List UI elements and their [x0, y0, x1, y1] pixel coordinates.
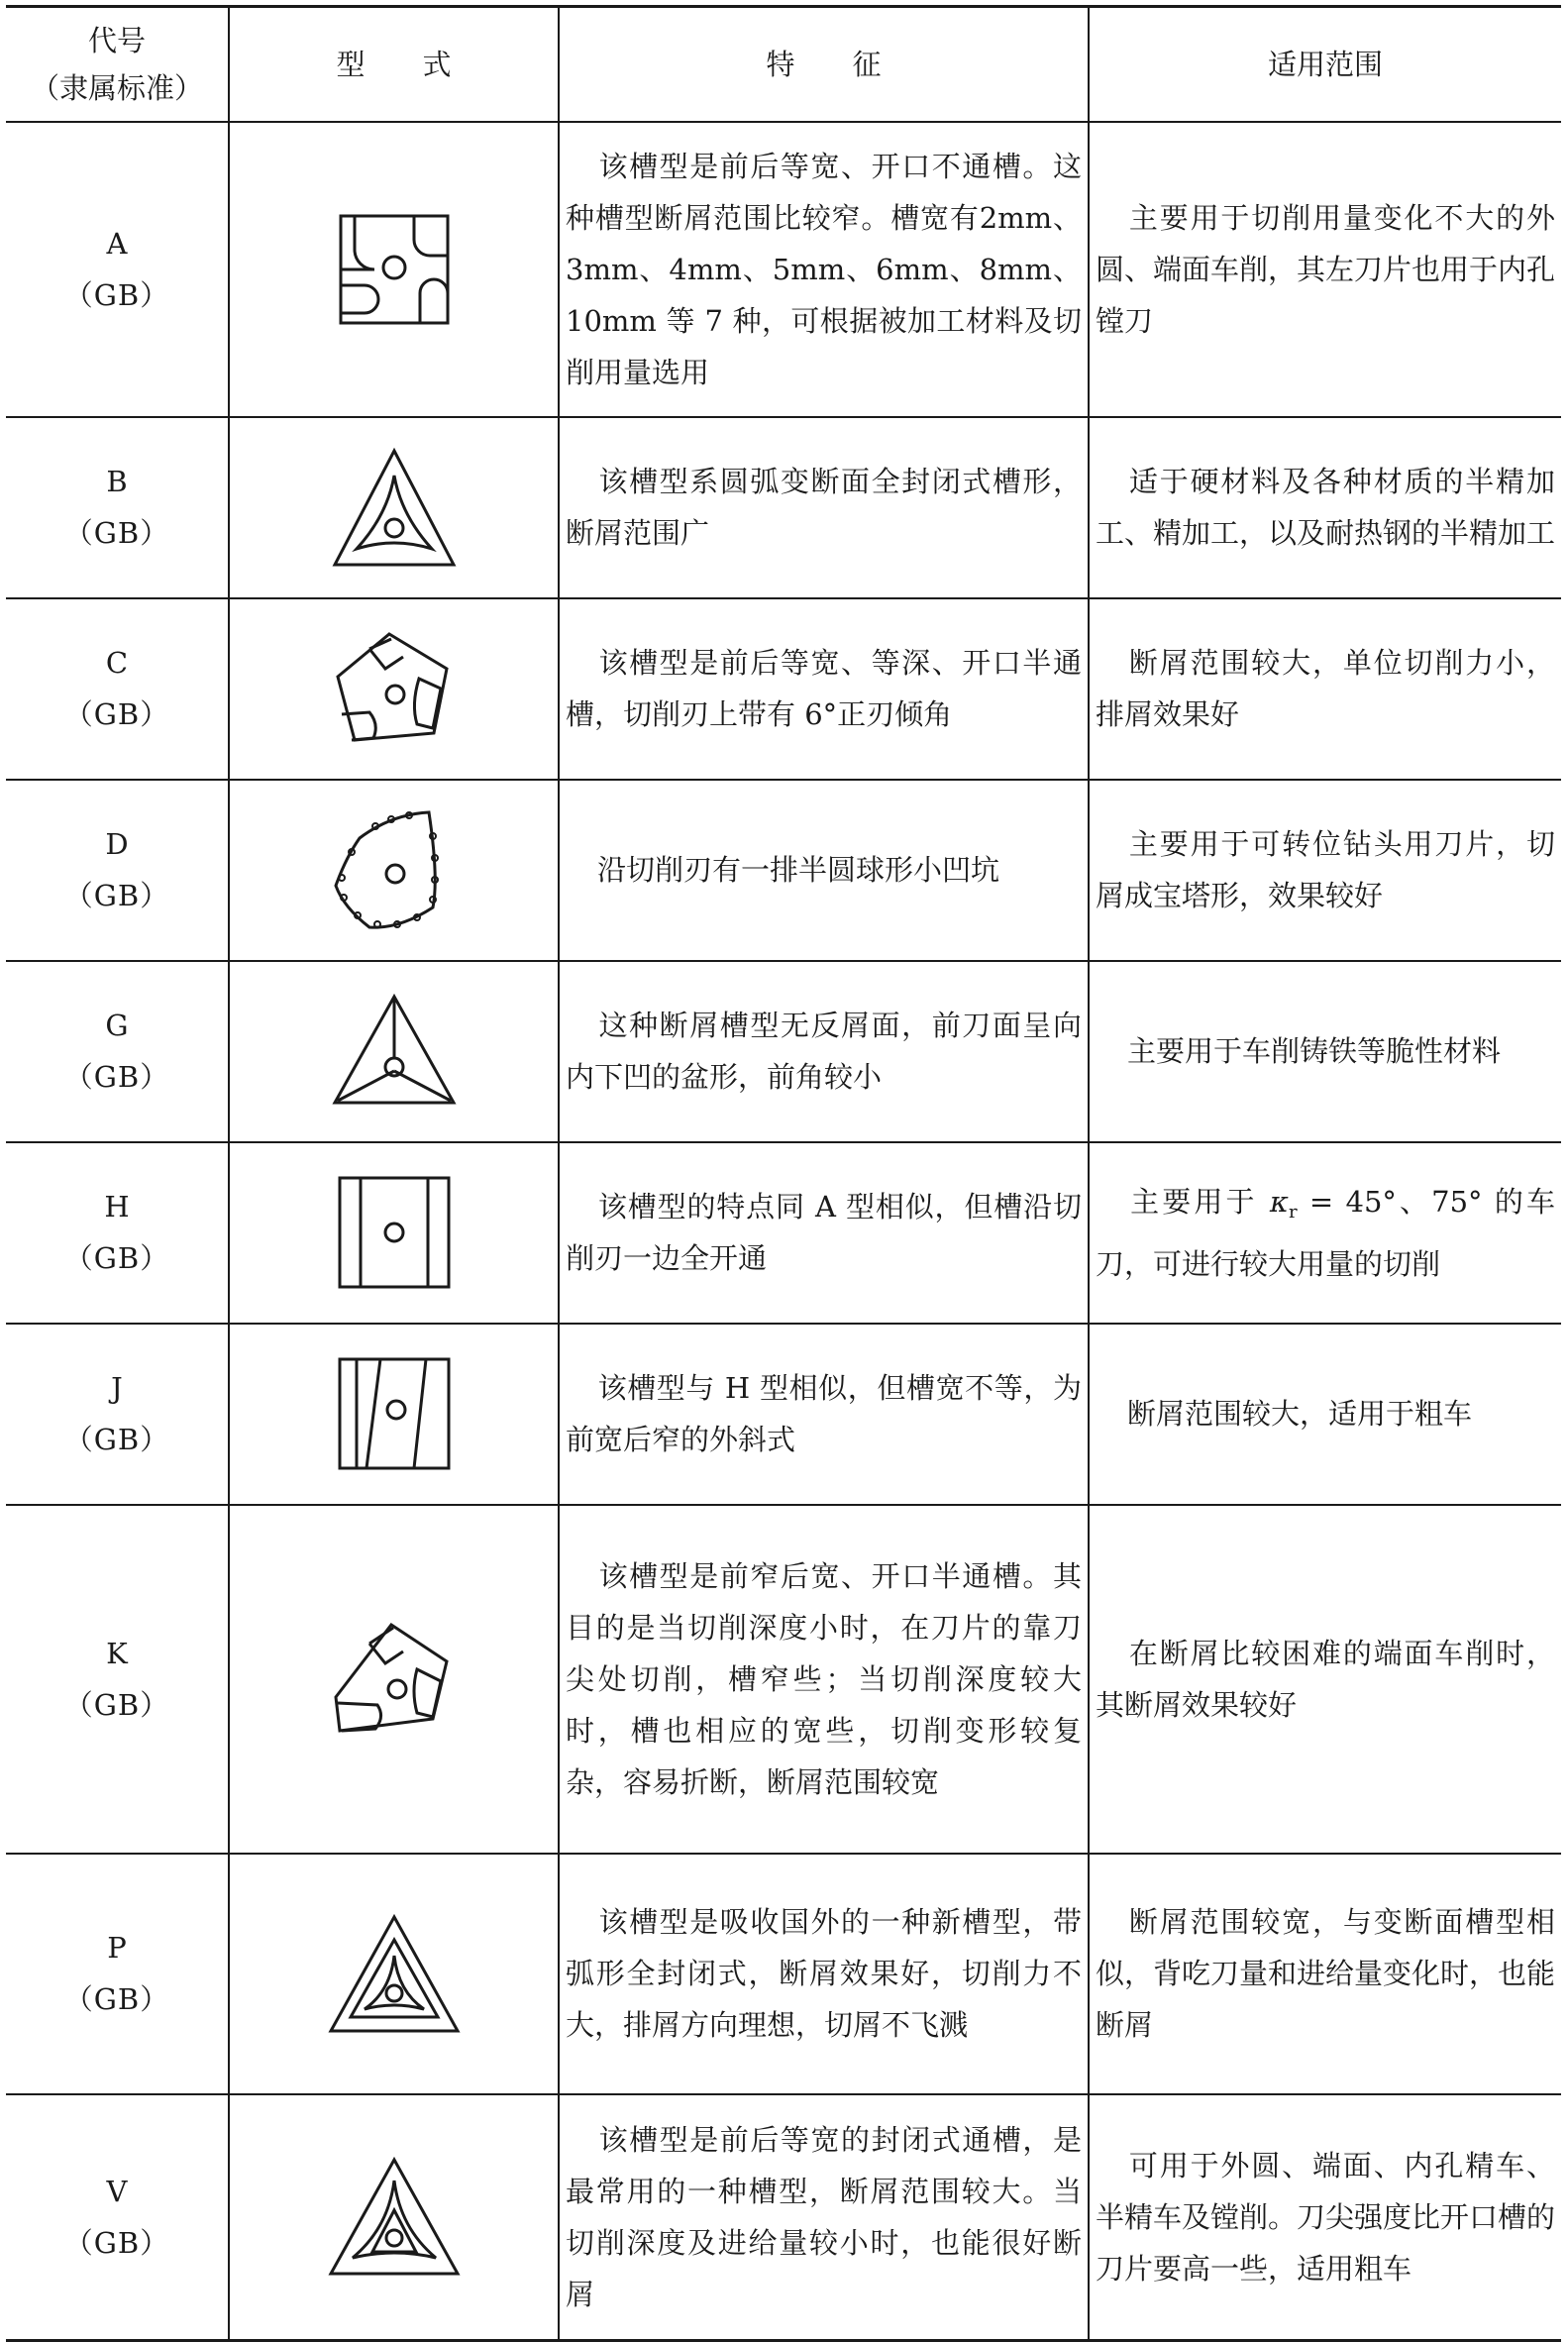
scope-cell: [1089, 1142, 1561, 1324]
feature-cell: [559, 598, 1089, 780]
code-letter: C: [105, 646, 129, 680]
feature-cell: [559, 2094, 1089, 2341]
header-code-line1: 代号: [87, 23, 146, 57]
scope-text: 主要用于可转位钻头用刀片，切屑成宝塔形，效果较好: [1096, 827, 1555, 912]
scope-cell: [1089, 2094, 1561, 2341]
code-letter: G: [105, 1009, 129, 1042]
scope-text: 主要用于车削铸铁等脆性材料: [1127, 1034, 1502, 1068]
feature-cell: [559, 1854, 1089, 2094]
feature-cell: [559, 961, 1089, 1142]
feature-text: 该槽型是吸收国外的一种新槽型，带弧形全封闭式，断屑效果好，切削力不大，排屑方向理想，切屑不飞溅: [566, 1905, 1082, 2042]
chipbreaker-table: [6, 5, 1561, 2342]
scope-cell: [1089, 417, 1561, 598]
code-cell: [6, 1854, 229, 2094]
header-form: 型 式: [229, 7, 559, 122]
scope-cell: [1089, 1324, 1561, 1505]
code-standard: （GB）: [63, 1687, 170, 1722]
header-code-line2: （隶属标准）: [30, 70, 203, 105]
code-standard: （GB）: [63, 1241, 170, 1275]
shape-cell: [229, 961, 559, 1142]
code-letter: H: [104, 1190, 130, 1224]
code-cell: [6, 122, 229, 417]
table-row: [6, 1324, 1561, 1505]
table-row: [6, 598, 1561, 780]
code-standard: （GB）: [63, 697, 170, 731]
square-insert-through-groove-icon: [335, 1173, 454, 1292]
feature-text: 该槽型与 H 型相似，但槽宽不等，为前宽后窄的外斜式: [566, 1371, 1082, 1456]
shape-cell: [229, 122, 559, 417]
triangle-insert-closed-arc-icon: [325, 1912, 464, 2036]
table-row: [6, 417, 1561, 598]
scope-cell: [1089, 961, 1561, 1142]
table-row: [6, 1142, 1561, 1324]
feature-text: 沿切削刃有一排半圆球形小凹坑: [597, 853, 1000, 887]
code-standard: （GB）: [63, 879, 170, 912]
shape-cell: [229, 1324, 559, 1505]
table-row: [6, 1854, 1561, 2094]
feature-text: 该槽型系圆弧变断面全封闭式槽形，断屑范围广: [566, 465, 1082, 550]
header-code: [6, 7, 229, 122]
table-row: [6, 1505, 1561, 1854]
scope-text-pre: 主要用于: [1127, 1184, 1270, 1219]
feature-cell: [559, 1324, 1089, 1505]
shape-cell: [229, 780, 559, 961]
triangle-insert-basin-icon: [330, 992, 459, 1111]
code-letter: A: [106, 226, 128, 261]
scope-cell: [1089, 122, 1561, 417]
feature-text: 该槽型是前后等宽、开口不通槽。这种槽型断屑范围比较窄。槽宽有2mm、3mm、4mm、5mm、6mm、8mm、10mm 等 7 种，可根据被加工材料及切削用量选用: [566, 149, 1082, 389]
code-standard: （GB）: [63, 2225, 170, 2260]
feature-text: 这种断屑槽型无反屑面，前刀面呈向内下凹的盆形，前角较小: [566, 1009, 1082, 1094]
code-cell: [6, 598, 229, 780]
code-standard: （GB）: [63, 1423, 170, 1456]
kappa-symbol: κ: [1269, 1184, 1289, 1219]
feature-cell: [559, 417, 1089, 598]
code-cell: [6, 2094, 229, 2341]
code-cell: [6, 1142, 229, 1324]
code-standard: （GB）: [63, 1060, 170, 1094]
shape-cell: [229, 598, 559, 780]
shape-cell: [229, 2094, 559, 2341]
scope-cell: [1089, 1505, 1561, 1854]
code-standard: （GB）: [63, 516, 170, 550]
table-row: [6, 122, 1561, 417]
feature-text: 该槽型是前后等宽、等深、开口半通槽，切削刃上带有 6°正刃倾角: [566, 646, 1082, 731]
shape-cell: [229, 417, 559, 598]
code-letter: V: [106, 2174, 128, 2208]
code-letter: B: [106, 465, 128, 498]
scope-text: 适于硬材料及各种材质的半精加工、精加工，以及耐热钢的半精加工: [1096, 465, 1556, 550]
shape-cell: [229, 1142, 559, 1324]
table-row: [6, 2094, 1561, 2341]
feature-cell: [559, 122, 1089, 417]
scope-text: 主要用于切削用量变化不大的外圆、端面车削，其左刀片也用于内孔镗刀: [1096, 200, 1556, 338]
scope-cell: [1089, 1854, 1561, 2094]
scope-cell: [1089, 780, 1561, 961]
code-letter: D: [105, 827, 129, 861]
header-scope: 适用范围: [1089, 7, 1561, 122]
pentagon-insert-half-groove-icon: [330, 629, 459, 748]
header-row: [6, 7, 1561, 122]
code-letter: J: [111, 1371, 123, 1405]
scope-text: 可用于外圆、端面、内孔精车、半精车及镗削。刀尖强度比开口槽的刀片要高一些，适用粗车: [1096, 2148, 1556, 2286]
code-standard: （GB）: [63, 1982, 170, 2016]
scope-text: 断屑范围较大，适用于粗车: [1127, 1397, 1473, 1431]
table-row: [6, 780, 1561, 961]
feature-cell: [559, 1505, 1089, 1854]
code-letter: P: [107, 1931, 127, 1965]
feature-text: 该槽型的特点同 A 型相似，但槽沿切削刃一边全开通: [566, 1190, 1082, 1275]
scope-text-post: = 45°、75° 的车刀，可进行较大用量的切削: [1096, 1184, 1555, 1281]
code-cell: [6, 961, 229, 1142]
scope-cell: [1089, 598, 1561, 780]
shape-cell: [229, 1505, 559, 1854]
pentagon-insert-tapered-groove-icon: [330, 1620, 459, 1739]
code-cell: [6, 1505, 229, 1854]
triangle-insert-arc-groove-icon: [330, 446, 459, 570]
trigon-insert-dimple-icon: [330, 808, 459, 932]
code-cell: [6, 780, 229, 961]
code-standard: （GB）: [63, 277, 170, 312]
scope-text: 断屑范围较宽，与变断面槽型相似，背吃刀量和进给量变化时，也能断屑: [1096, 1905, 1556, 2042]
scope-text: 在断屑比较困难的端面车削时，其断屑效果较好: [1096, 1636, 1555, 1722]
kappa-subscript: r: [1288, 1201, 1298, 1223]
scope-text: 断屑范围较大，单位切削力小，排屑效果好: [1096, 646, 1555, 731]
square-insert-slanted-groove-icon: [335, 1354, 454, 1473]
header-feature: 特 征: [559, 7, 1089, 122]
feature-cell: [559, 1142, 1089, 1324]
code-cell: [6, 1324, 229, 1505]
table-row: [6, 961, 1561, 1142]
shape-cell: [229, 1854, 559, 2094]
feature-cell: [559, 780, 1089, 961]
square-insert-open-groove-icon: [335, 210, 454, 329]
code-cell: [6, 417, 229, 598]
code-letter: K: [106, 1636, 128, 1670]
feature-text: 该槽型是前窄后宽、开口半通槽。其目的是当切削深度小时，在刀片的靠刀尖处切削，槽窄些；当切削深度较大时，槽也相应的宽些，切削变形较复杂，容易折断，断屑范围较宽: [566, 1558, 1082, 1799]
triangle-insert-closed-groove-icon: [325, 2155, 464, 2279]
feature-text: 该槽型是前后等宽的封闭式通槽，是最常用的一种槽型，断屑范围较大。当切削深度及进给量较小时，也能很好断屑: [566, 2122, 1082, 2311]
